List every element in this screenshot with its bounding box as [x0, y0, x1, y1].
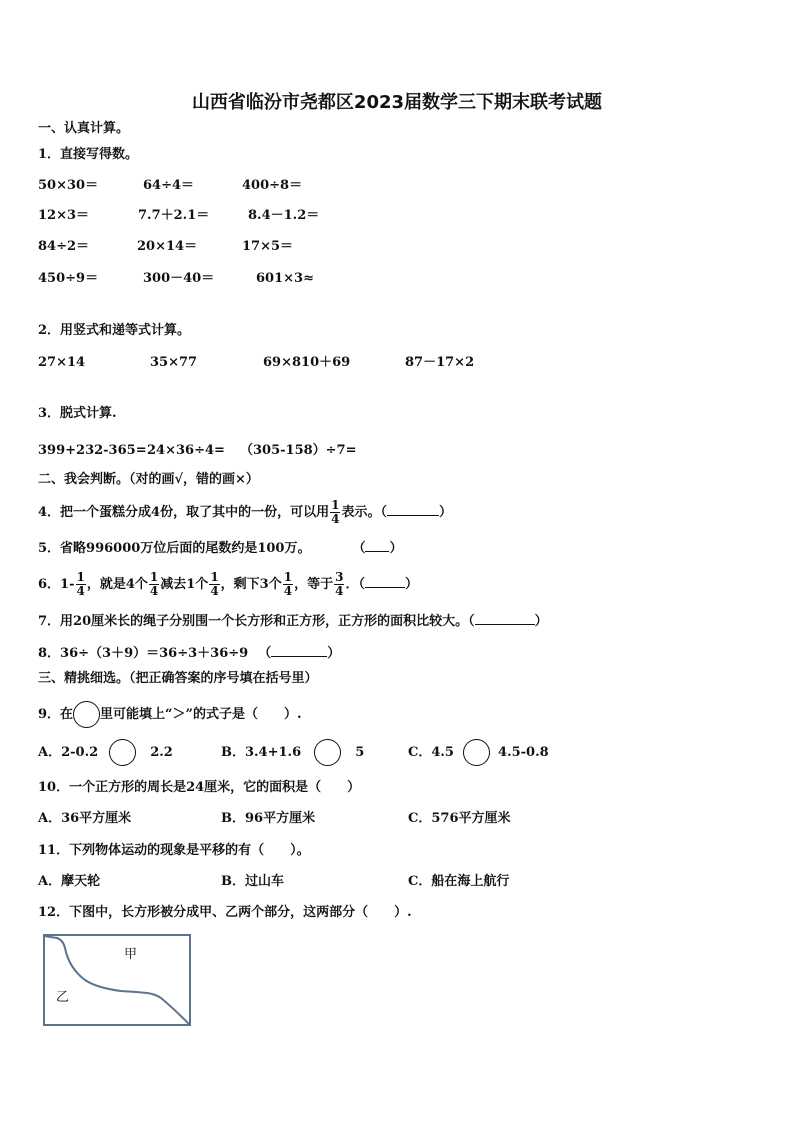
calc-item: 8.4－1.2＝ — [248, 208, 320, 223]
option-a[interactable]: A．摩天轮 — [38, 874, 101, 889]
region-label-yi: 乙 — [56, 990, 70, 1005]
question-12-label: 12．下图中，长方形被分成甲、乙两个部分，这两部分（ ）. — [38, 905, 412, 920]
calc-item: 87－17×2 — [405, 355, 475, 370]
section-heading-3: 三、精挑细选。（把正确答案的序号填在括号里） — [38, 671, 318, 686]
rectangle-diagram-figure — [43, 934, 191, 1026]
answer-blank[interactable] — [387, 515, 439, 516]
calc-item: 601×3≈ — [256, 271, 314, 286]
comparison-circle — [314, 739, 341, 766]
fraction: $\frac{1}{4}$ — [149, 570, 159, 598]
option-b[interactable]: B．过山车 — [221, 874, 284, 889]
question-2-label: 2．用竖式和递等式计算。 — [38, 323, 191, 338]
option-c[interactable]: C．船在海上航行 — [408, 874, 510, 889]
answer-blank[interactable] — [365, 587, 405, 588]
option-b[interactable]: B．3.4+1.6 5 — [221, 739, 364, 767]
calc-item: 27×14 — [38, 355, 86, 370]
question-8: 8．36÷（3＋9）＝36÷3＋36÷9 （ ） — [38, 646, 341, 661]
question-6: 6．1- $\frac{1}{4}$ ，就是4个 $\frac{1}{4}$ 减去1个 $\frac{1}{4}$ ，剩下3个 $\frac{1}{4}$ ，等于 $\frac{3}{4}$ ．（ ） — [38, 570, 418, 598]
question-10-label: 10．一个正方形的周长是24厘米，它的面积是（ ） — [38, 780, 361, 795]
calc-item: 17×5＝ — [242, 239, 294, 254]
calc-item: 35×77 — [150, 355, 198, 370]
comparison-circle — [463, 739, 490, 766]
fraction: $\frac{3}{4}$ — [335, 570, 344, 598]
page-title: 山西省临汾市尧都区2023届数学三下期末联考试题 — [191, 92, 603, 113]
calc-item: （305-158）÷7= — [240, 443, 357, 458]
question-4: 4．把一个蛋糕分成4份，取了其中的一份，可以用 $\frac{1}{4}$ 表示。（ ） — [38, 498, 452, 526]
question-7: 7．用20厘米长的绳子分别围一个长方形和正方形，正方形的面积比较大。（ ） — [38, 614, 548, 629]
question-3-label: 3．脱式计算. — [38, 406, 117, 421]
question-1-label: 1．直接写得数。 — [38, 147, 139, 162]
option-c[interactable]: C．576平方厘米 — [408, 811, 511, 826]
section-heading-2: 二、我会判断。（对的画√，错的画×） — [38, 472, 259, 487]
comparison-circle — [109, 739, 136, 766]
option-a[interactable]: A．36平方厘米 — [38, 811, 132, 826]
calc-item: 300－40＝ — [143, 271, 215, 286]
dividing-curve — [44, 936, 189, 1024]
fraction: $\frac{1}{4}$ — [283, 570, 293, 598]
fraction: $\frac{1}{4}$ — [76, 570, 85, 598]
section-heading-1: 一、认真计算。 — [38, 121, 130, 136]
calc-item: 84÷2＝ — [38, 239, 90, 254]
calc-item: 400÷8＝ — [242, 178, 303, 193]
question-5: 5．省略996000万位后面的尾数约是100万。 （ ） — [38, 541, 403, 556]
calc-item: 69×810＋69 — [263, 355, 351, 370]
calc-item: 64÷4＝ — [143, 178, 195, 193]
question-11-label: 11．下列物体运动的现象是平移的有（ ）。 — [38, 843, 310, 858]
calc-item: 12×3＝ — [38, 208, 90, 223]
calc-item: 450÷9＝ — [38, 271, 99, 286]
option-c[interactable]: C．4.5 4.5-0.8 — [408, 739, 549, 767]
option-b[interactable]: B．96平方厘米 — [221, 811, 316, 826]
answer-blank[interactable] — [271, 656, 327, 657]
answer-blank[interactable] — [475, 624, 535, 625]
calc-item: 24×36÷4= — [147, 443, 225, 458]
option-a[interactable]: A．2-0.2 2.2 — [38, 739, 173, 767]
calc-item: 399+232-365= — [38, 443, 147, 458]
answer-blank[interactable] — [365, 551, 389, 552]
comparison-circle — [73, 701, 100, 728]
fraction: $\frac{1}{4}$ — [210, 570, 219, 598]
calc-item: 7.7＋2.1＝ — [138, 208, 210, 223]
question-9: 9．在 里可能填上“＞”的式子是（ ）. — [38, 701, 302, 728]
rectangle-diagram — [43, 934, 191, 1026]
region-label-jia: 甲 — [124, 947, 138, 962]
calc-item: 20×14＝ — [137, 239, 198, 254]
calc-item: 50×30＝ — [38, 178, 99, 193]
fraction: $\frac{1}{4}$ — [331, 498, 340, 526]
